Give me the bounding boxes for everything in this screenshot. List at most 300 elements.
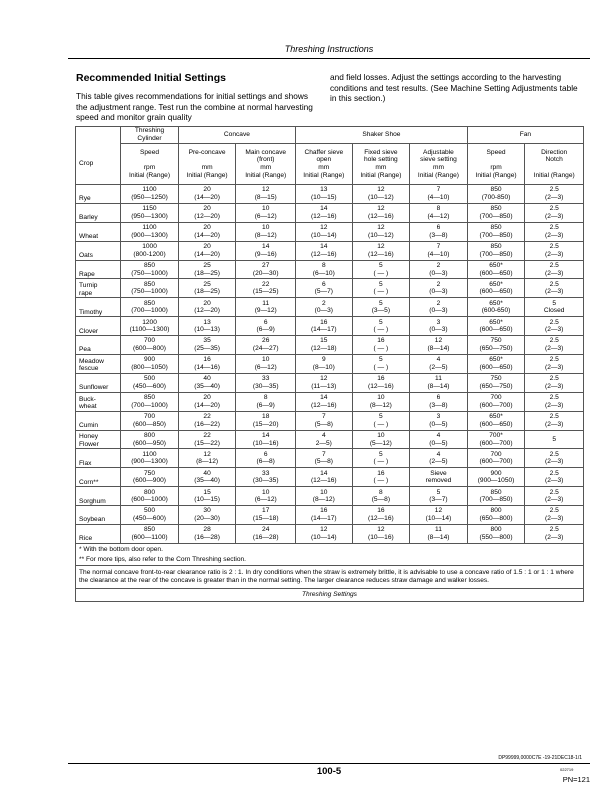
pre-concave-line: (16—28)	[194, 533, 220, 541]
fan-direction-line: (2—3)	[545, 382, 564, 390]
fixed-sieve-line: ( — )	[373, 345, 389, 353]
chaffer-sieve-line: (6—10)	[312, 269, 335, 277]
chaffer-sieve-line: (14—17)	[310, 326, 337, 334]
chaffer-sieve-line: 15	[320, 337, 328, 345]
pre-concave-cell	[178, 392, 236, 411]
chaffer-sieve-line: 9	[321, 356, 326, 364]
pre-concave-line: (25—35)	[194, 345, 220, 353]
fan-speed-line: (600-650)	[481, 307, 511, 315]
fan-speed-line: 650*	[489, 299, 503, 307]
group-concave: Concave	[178, 127, 295, 144]
chaffer-sieve-cell	[296, 279, 353, 298]
adjustable-sieve-line: 3	[436, 318, 441, 326]
fixed-sieve-line: (10—16)	[368, 533, 394, 541]
fixed-sieve-line: (12—16)	[368, 250, 394, 258]
fan-speed-line: (700—850)	[479, 231, 513, 239]
main-concave-cell	[236, 336, 296, 355]
main-concave-line: 24	[262, 526, 270, 534]
header-main-concave-label: Main concave	[245, 148, 287, 156]
crop-line: Sorghum	[79, 497, 106, 505]
adjustable-sieve-line: (3—7)	[429, 496, 448, 504]
adjustable-sieve-line: 11	[435, 526, 442, 534]
fan-direction-line: (2—3)	[545, 401, 564, 409]
fan-direction-line: 2.5	[549, 356, 559, 364]
cylinder-speed-line: (750—1000)	[131, 288, 168, 296]
chaffer-sieve-line: 2	[321, 299, 326, 307]
main-concave-cell	[236, 506, 296, 525]
adjustable-sieve-line: (8—14)	[427, 382, 450, 390]
fixed-sieve-line: (12—16)	[368, 515, 394, 523]
main-concave-line: 27	[262, 261, 270, 269]
header-chaffer-unit: mm	[318, 164, 330, 171]
adjustable-sieve-cell	[410, 317, 468, 336]
table-row	[76, 355, 584, 374]
settings-table	[75, 126, 584, 602]
main-concave-cell	[236, 373, 296, 392]
header-pre-concave	[178, 144, 236, 185]
cylinder-speed-line: 850	[144, 299, 156, 307]
chaffer-sieve-cell	[296, 222, 353, 241]
fan-speed-line: 650*	[489, 413, 503, 421]
header-speed	[121, 144, 179, 185]
fan-direction-line: (2—3)	[545, 231, 564, 239]
crop-cell	[76, 241, 121, 260]
chaffer-sieve-line: 14	[320, 243, 328, 251]
fixed-sieve-line: 12	[377, 205, 385, 213]
pre-concave-line: (14—20)	[194, 250, 220, 258]
adjustable-sieve-cell	[410, 185, 468, 204]
cylinder-speed-cell	[121, 298, 179, 317]
fixed-sieve-line: ( — )	[373, 288, 389, 296]
main-concave-line: (15—18)	[252, 515, 279, 523]
group-shaker-shoe: Shaker Shoe	[296, 127, 468, 144]
fan-speed-cell	[467, 279, 525, 298]
fan-direction-cell	[525, 241, 584, 260]
chaffer-sieve-line: (0—3)	[314, 307, 333, 315]
cylinder-speed-line: 850	[144, 394, 156, 402]
main-concave-line: 22	[262, 280, 270, 288]
header-rule	[68, 58, 590, 59]
main-concave-cell	[236, 279, 296, 298]
header-chaffer-sieve	[296, 144, 353, 185]
chaffer-sieve-line: (12—16)	[310, 212, 337, 220]
pre-concave-cell	[178, 222, 236, 241]
main-concave-line: (15—25)	[252, 288, 279, 296]
table-row	[76, 506, 584, 525]
pre-concave-line: 35	[203, 337, 211, 345]
chaffer-sieve-line: (10—14)	[310, 533, 337, 541]
adjustable-sieve-line: 5	[436, 488, 441, 496]
crop-line: Timothy	[79, 308, 103, 316]
adjustable-sieve-line: (4—12)	[427, 212, 450, 220]
crop-cell	[76, 355, 121, 374]
header-adjustable-unit: mm	[432, 164, 444, 171]
crop-cell	[76, 203, 121, 222]
crop-line: Rye	[79, 195, 91, 203]
main-concave-cell	[236, 392, 296, 411]
fan-speed-line: 700	[490, 450, 502, 458]
pre-concave-cell	[178, 185, 236, 204]
pn-number: PN=121	[562, 775, 590, 784]
fan-speed-line: (600—650)	[479, 269, 513, 277]
chaffer-sieve-line: (8—10)	[312, 363, 335, 371]
fan-direction-line: (2—3)	[545, 363, 564, 371]
adjustable-sieve-line: (0—5)	[429, 420, 448, 428]
crop-cell	[76, 336, 121, 355]
crop-line: Buck-	[79, 395, 96, 403]
main-concave-line: (9—16)	[254, 250, 277, 258]
page-number: 100-5	[316, 766, 342, 777]
chaffer-sieve-cell	[296, 392, 353, 411]
table-row	[76, 185, 584, 204]
chaffer-sieve-line: (5—8)	[314, 458, 333, 466]
chaffer-sieve-cell	[296, 449, 353, 468]
header-fixed-range: Initial (Range)	[360, 171, 402, 179]
cylinder-speed-line: (700—1000)	[131, 307, 168, 315]
cylinder-speed-line: 1000	[142, 243, 157, 251]
adjustable-sieve-cell	[410, 506, 468, 525]
cylinder-speed-line: 800	[144, 431, 156, 439]
fixed-sieve-cell	[352, 222, 410, 241]
main-concave-cell	[236, 317, 296, 336]
chaffer-sieve-cell	[296, 487, 353, 506]
main-concave-cell	[236, 185, 296, 204]
fan-direction-line: 2.5	[549, 261, 559, 269]
fan-speed-cell	[467, 260, 525, 279]
main-concave-line: 6	[263, 318, 268, 326]
fixed-sieve-cell	[352, 279, 410, 298]
fan-direction-line: (2—3)	[545, 477, 564, 485]
fixed-sieve-cell	[352, 203, 410, 222]
pre-concave-line: (35—40)	[194, 382, 220, 390]
fan-direction-cell	[525, 203, 584, 222]
adjustable-sieve-line: 11	[435, 375, 442, 383]
header-pre-concave-range: Initial (Range)	[186, 171, 228, 179]
fixed-sieve-line: 16	[377, 375, 385, 383]
fan-direction-cell	[525, 430, 584, 449]
adjustable-sieve-cell	[410, 298, 468, 317]
fixed-sieve-cell	[352, 298, 410, 317]
main-concave-line: (16—28)	[252, 533, 279, 541]
main-concave-line: 18	[262, 413, 270, 421]
adjustable-sieve-line: (2—5)	[429, 363, 448, 371]
adjustable-sieve-line: (10—14)	[425, 515, 452, 523]
header-fan-speed-label: Speed	[486, 148, 506, 156]
fixed-sieve-cell	[352, 468, 410, 487]
cylinder-speed-cell	[121, 506, 179, 525]
main-concave-line: (10—16)	[252, 439, 279, 447]
chaffer-sieve-cell	[296, 317, 353, 336]
adjustable-sieve-cell	[410, 449, 468, 468]
fixed-sieve-line: (8—12)	[369, 401, 392, 409]
chaffer-sieve-line: 7	[321, 450, 326, 458]
fixed-sieve-line: 12	[377, 224, 385, 232]
chaffer-sieve-line: 14	[320, 469, 328, 477]
header-fixed-label: Fixed sieve	[364, 148, 398, 156]
header-chaffer-range: Initial (Range)	[303, 171, 345, 179]
pre-concave-line: 40	[203, 375, 211, 383]
fan-speed-cell	[467, 506, 525, 525]
crop-line: Honey	[79, 433, 99, 441]
adjustable-sieve-cell	[410, 392, 468, 411]
chaffer-sieve-line: 14	[320, 394, 328, 402]
fixed-sieve-line: 12	[377, 243, 385, 251]
main-concave-line: (6—12)	[254, 496, 277, 504]
fan-speed-line: (700—850)	[479, 496, 513, 504]
cylinder-speed-line: 1200	[142, 318, 157, 326]
cylinder-speed-line: 1150	[142, 205, 157, 213]
cylinder-speed-line: (800—1050)	[131, 363, 168, 371]
pre-concave-cell	[178, 317, 236, 336]
pre-concave-cell	[178, 355, 236, 374]
chaffer-sieve-cell	[296, 336, 353, 355]
adjustable-sieve-cell	[410, 336, 468, 355]
fan-direction-cell	[525, 392, 584, 411]
pre-concave-line: (35—40)	[194, 477, 220, 485]
pre-concave-line: (14—16)	[194, 363, 220, 371]
header-chaffer-label: Chaffer sieve	[304, 148, 344, 156]
adjustable-sieve-line: 2	[436, 261, 441, 269]
main-concave-line: (20—30)	[252, 269, 279, 277]
fan-direction-line: (2—3)	[545, 458, 564, 466]
table-row	[76, 373, 584, 392]
pre-concave-line: 20	[203, 394, 211, 402]
fan-direction-line: 2.5	[549, 413, 559, 421]
footnote-row-1	[76, 543, 584, 554]
cylinder-speed-cell	[121, 203, 179, 222]
crop-cell	[76, 525, 121, 544]
adjustable-sieve-line: Sieve	[430, 469, 447, 477]
fan-direction-line: 2.5	[549, 318, 559, 326]
crop-cell	[76, 373, 121, 392]
header-fan-speed	[467, 144, 525, 185]
fan-direction-line: 5	[552, 435, 556, 443]
cylinder-speed-line: 700	[144, 337, 156, 345]
table-row	[76, 525, 584, 544]
cylinder-speed-line: (450—600)	[133, 382, 167, 390]
pre-concave-cell	[178, 506, 236, 525]
pre-concave-cell	[178, 525, 236, 544]
chaffer-sieve-line: (10—14)	[310, 231, 337, 239]
fan-speed-line: (700-850)	[481, 193, 511, 201]
fan-speed-cell	[467, 430, 525, 449]
fan-speed-line: (700—850)	[479, 212, 513, 220]
header-adjustable-sieve	[410, 144, 468, 185]
crop-cell	[76, 449, 121, 468]
chaffer-sieve-line: 16	[320, 318, 328, 326]
main-concave-line: 10	[262, 224, 270, 232]
pre-concave-cell	[178, 487, 236, 506]
group-fan: Fan	[467, 127, 583, 144]
pre-concave-line: (15—22)	[194, 439, 220, 447]
adjustable-sieve-line: (0—3)	[429, 269, 448, 277]
main-concave-line: 10	[262, 356, 270, 364]
chaffer-sieve-line: 12	[320, 375, 328, 383]
fan-speed-line: (600—700)	[479, 401, 513, 409]
fan-direction-line: (2—3)	[545, 212, 564, 220]
fan-direction-cell	[525, 468, 584, 487]
pre-concave-line: 12	[203, 450, 211, 458]
fan-direction-line: (2—3)	[545, 269, 564, 277]
fan-direction-cell	[525, 506, 584, 525]
crop-line: Turnip	[79, 282, 98, 290]
chaffer-sieve-cell	[296, 298, 353, 317]
cylinder-speed-line: 800	[144, 488, 156, 496]
fan-speed-line: 750	[490, 375, 502, 383]
footnote-1: * With the bottom door open.	[76, 543, 584, 554]
cylinder-speed-line: (1100—1300)	[129, 326, 170, 334]
fan-direction-line: (2—3)	[545, 515, 564, 523]
fixed-sieve-cell	[352, 260, 410, 279]
crop-line: Corn**	[79, 478, 99, 486]
fixed-sieve-line: ( — )	[373, 420, 389, 428]
adjustable-sieve-line: (4—10)	[427, 250, 450, 258]
chaffer-sieve-line: 4	[321, 431, 326, 439]
fixed-sieve-line: (5—12)	[369, 439, 392, 447]
note-row	[76, 566, 584, 589]
chaffer-sieve-cell	[296, 203, 353, 222]
main-concave-line: (9—12)	[254, 307, 277, 315]
chaffer-sieve-line: 2—5)	[315, 439, 332, 447]
fan-speed-cell	[467, 185, 525, 204]
fan-speed-cell	[467, 525, 525, 544]
fan-direction-cell	[525, 449, 584, 468]
chaffer-sieve-cell	[296, 411, 353, 430]
fixed-sieve-cell	[352, 449, 410, 468]
chaffer-sieve-cell	[296, 241, 353, 260]
cylinder-speed-line: 500	[144, 507, 156, 515]
main-concave-line: (8—12)	[254, 231, 277, 239]
pre-concave-line: (18—25)	[194, 288, 220, 296]
header-fixed-sieve	[352, 144, 410, 185]
chaffer-sieve-line: 10	[320, 488, 328, 496]
fan-direction-line: (2—3)	[545, 288, 564, 296]
crop-cell	[76, 260, 121, 279]
cylinder-speed-cell	[121, 525, 179, 544]
main-concave-line: 12	[262, 186, 270, 194]
cylinder-speed-line: (900—1300)	[131, 231, 168, 239]
crop-line: Wheat	[79, 233, 99, 241]
chaffer-sieve-cell	[296, 373, 353, 392]
fan-speed-cell	[467, 298, 525, 317]
fan-speed-cell	[467, 336, 525, 355]
pre-concave-line: 30	[203, 507, 211, 515]
crop-line: Meadow	[79, 357, 104, 365]
header-crop: Crop	[76, 144, 121, 185]
fan-speed-cell	[467, 203, 525, 222]
adjustable-sieve-cell	[410, 222, 468, 241]
chaffer-sieve-cell	[296, 355, 353, 374]
fixed-sieve-line: 5	[379, 261, 383, 269]
chaffer-sieve-cell	[296, 260, 353, 279]
fan-direction-cell	[525, 260, 584, 279]
fan-speed-line: (600—650)	[479, 326, 513, 334]
main-concave-line: (30—35)	[252, 477, 279, 485]
fan-direction-line: 2.5	[549, 488, 559, 496]
header-speed-range: Initial (Range)	[129, 171, 171, 179]
cylinder-speed-line: (950—1250)	[131, 193, 168, 201]
cylinder-speed-line: (700—1000)	[131, 401, 168, 409]
fixed-sieve-line: 5	[379, 299, 383, 307]
adjustable-sieve-cell	[410, 203, 468, 222]
header-fixed-unit: mm	[375, 164, 387, 171]
fan-speed-line: (650—750)	[479, 382, 513, 390]
crop-line: Soybean	[79, 516, 106, 524]
main-concave-line: 11	[262, 299, 270, 307]
fixed-sieve-line: 10	[377, 431, 385, 439]
fan-speed-line: (600—650)	[479, 363, 513, 371]
adjustable-sieve-line: 4	[436, 431, 441, 439]
fan-speed-line: 800	[490, 507, 502, 515]
pre-concave-cell	[178, 279, 236, 298]
main-concave-cell	[236, 241, 296, 260]
fan-speed-line: 750	[490, 337, 502, 345]
header-speed-unit: rpm	[143, 164, 156, 171]
fan-speed-line: (700—850)	[479, 250, 513, 258]
main-concave-line: (30—35)	[252, 382, 279, 390]
fan-direction-line: 2.5	[549, 507, 559, 515]
chaffer-sieve-line: 12	[320, 526, 328, 534]
pre-concave-cell	[178, 260, 236, 279]
main-concave-line: (15—20)	[252, 420, 279, 428]
fan-direction-cell	[525, 525, 584, 544]
fan-direction-cell	[525, 222, 584, 241]
main-concave-cell	[236, 203, 296, 222]
cylinder-speed-cell	[121, 373, 179, 392]
main-concave-cell	[236, 449, 296, 468]
header-adjustable-sub: sieve setting	[420, 156, 457, 164]
intro-paragraph: This table gives recommendations for initial settings and shows the adjustment range. Test run the combine at normal harvesting speed and monitor grain quality	[76, 91, 313, 123]
crop-cell	[76, 411, 121, 430]
crop-line: Rice	[79, 535, 93, 543]
adjustable-sieve-line: 7	[436, 243, 441, 251]
pre-concave-line: (20—30)	[194, 515, 220, 523]
fan-speed-cell	[467, 449, 525, 468]
header-main-concave	[236, 144, 296, 185]
cylinder-speed-cell	[121, 317, 179, 336]
crop-line: fescue	[79, 365, 99, 373]
fan-speed-line: 850	[490, 205, 502, 213]
pre-concave-line: (14—20)	[194, 231, 220, 239]
cylinder-speed-line: (600—950)	[133, 439, 167, 447]
adjustable-sieve-cell	[410, 487, 468, 506]
adjustable-sieve-cell	[410, 430, 468, 449]
adjustable-sieve-line: 6	[436, 224, 441, 232]
header-direction-unit: Notch	[545, 156, 563, 164]
section-title: Recommended Initial Settings	[76, 72, 226, 84]
crop-cell	[76, 298, 121, 317]
header-pre-concave-unit: mm	[201, 164, 213, 171]
chaffer-sieve-line: (12—16)	[310, 250, 337, 258]
fixed-sieve-cell	[352, 317, 410, 336]
main-concave-cell	[236, 222, 296, 241]
caption-row	[76, 589, 584, 602]
footnote-2: ** For more tips, also refer to the Corn Threshing section.	[76, 555, 584, 566]
cylinder-speed-line: (750—1000)	[131, 269, 168, 277]
fan-speed-line: (900—1050)	[477, 477, 515, 485]
cylinder-speed-line: (600—850)	[133, 420, 167, 428]
main-concave-line: 14	[262, 431, 270, 439]
crop-line: wheat	[79, 403, 97, 411]
fan-direction-line: (2—3)	[545, 533, 564, 541]
fixed-sieve-line: 10	[377, 394, 385, 402]
table-row	[76, 392, 584, 411]
header-speed-label: Speed	[139, 148, 160, 156]
chaffer-sieve-cell	[296, 506, 353, 525]
crop-line: Clover	[79, 327, 99, 335]
fan-speed-line: 700*	[489, 431, 503, 439]
footer-rule	[68, 763, 590, 764]
